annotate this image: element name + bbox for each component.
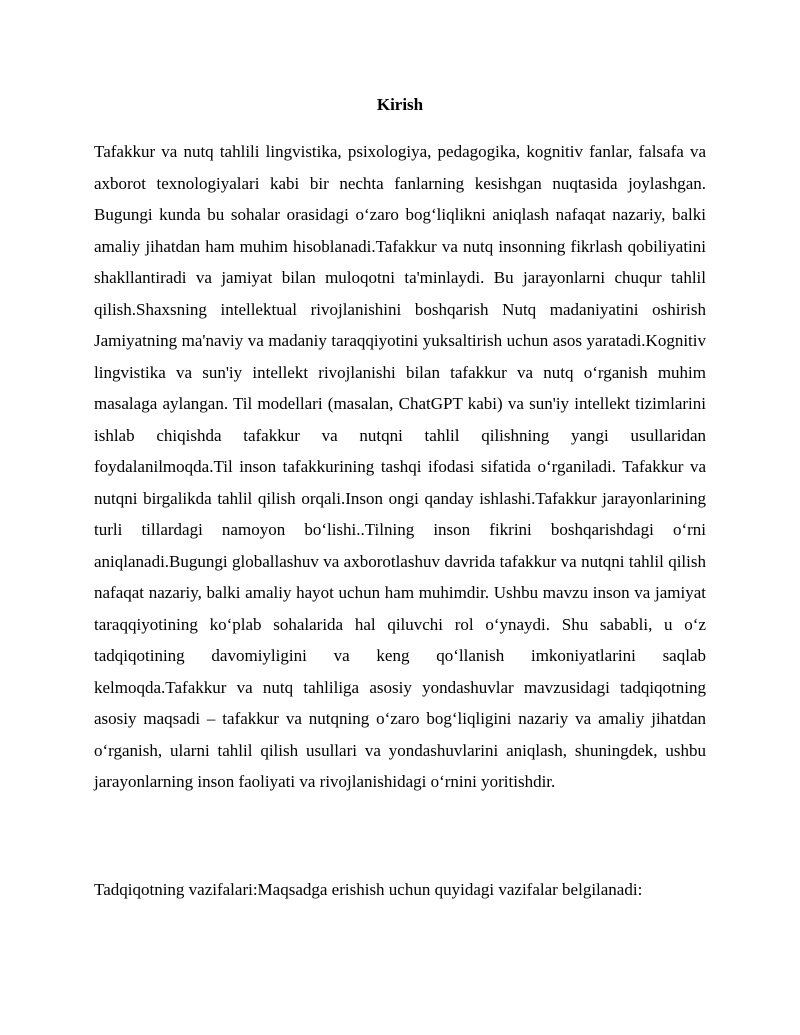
body-paragraph-intro: Tafakkur va nutq tahlili lingvistika, psixologiya, pedagogika, kognitiv fanlar, falsafa va axborot texnologiyalari kabi bir nechta fanlarning kesishgan nuqtasida joylashgan. Bugungi kunda bu sohalar orasidagi o‘zaro bog‘liqlikni aniqlash nafaqat nazariy, balki amaliy jihatdan ham muhim hisoblanadi.Tafakkur va nutq insonning fikrlash qobiliyatini shakllantiradi va jamiyat bilan muloqotni ta'minlaydi. Bu jarayonlarni chuqur tahlil qilish.Shaxsning intellektual rivojlanishini boshqarish Nutq madaniyatini oshirish Jamiyatning ma'naviy va madaniy taraqqiyotini yuksaltirish uchun asos yaratadi.Kognitiv lingvistika va sun'iy intellekt rivojlanishi bilan tafakkur va nutq o‘rganish muhim masalaga aylangan. Til modellari (masalan, ChatGPT kabi) va sun'iy intellekt tizimlarini ishlab chiqishda tafakkur va nutqni tahlil qilishning yangi usullaridan foydalanilmoqda.Til inson tafakkurining tashqi ifodasi sifatida o‘rganiladi. Tafakkur va nutqni birgalikda tahlil qilish orqali.Inson ongi qanday ishlashi.Tafakkur jarayonlarining turli tillardagi namoyon bo‘lishi..Tilning inson fikrini boshqarishdagi o‘rni aniqlanadi.Bugungi globallashuv va axborotlashuv davrida tafakkur va nutqni tahlil qilish nafaqat nazariy, balki amaliy hayot uchun ham muhimdir. Ushbu mavzu inson va jamiyat taraqqiyotining ko‘plab sohalarida hal qiluvchi rol o‘ynaydi. Shu sababli, u o‘z tadqiqotining davomiyligini va keng qo‘llanish imkoniyatlarini saqlab kelmoqda.Tafakkur va nutq tahliliga asosiy yondashuvlar mavzusidagi tadqiqotning asosiy maqsadi – tafakkur va nutqning o‘zaro bog‘liqligini nazariy va amaliy jihatdan o‘rganish, ularni tahlil qilish usullari va yondashuvlarini aniqlash, shuningdek, ushbu jarayonlarning inson faoliyati va rivojlanishidagi o‘rnini yoritishdir. — [94, 142, 706, 791]
section-heading: Kirish — [376, 95, 424, 114]
body-paragraph-tasks: Tadqiqotning vazifalari:Maqsadga erishish uchun quyidagi vazifalar belgilanadi: — [94, 880, 643, 899]
